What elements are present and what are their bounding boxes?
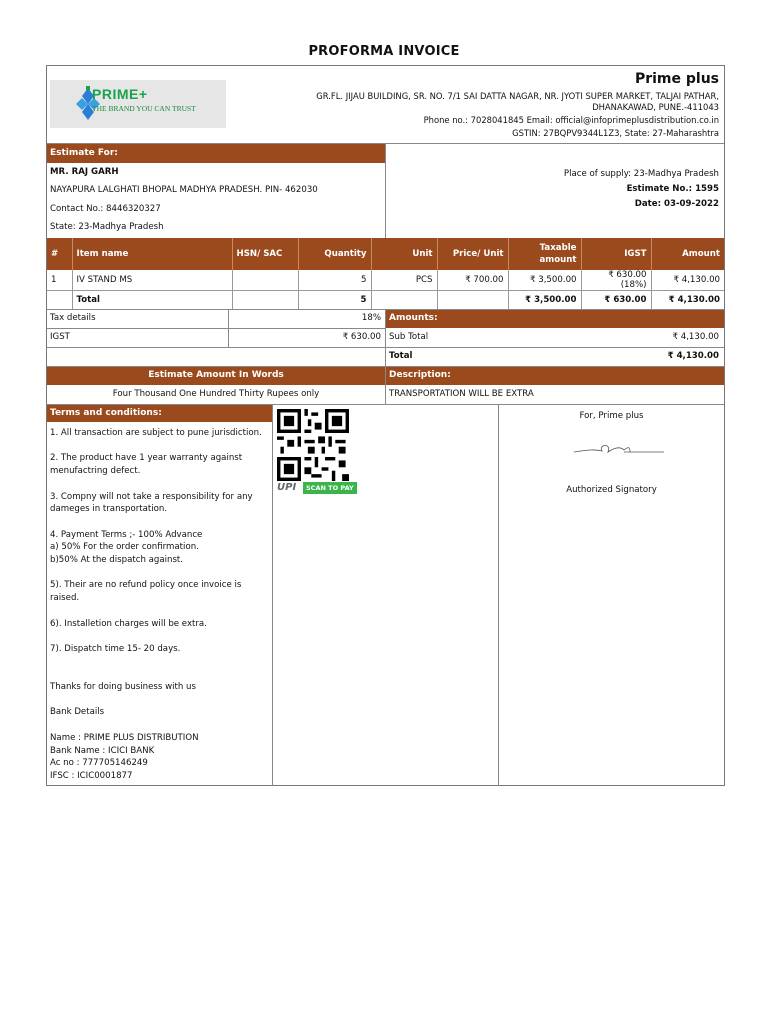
company-gstin: GSTIN: 27BQPV9344L1Z3, State: 27-Maharashtra xyxy=(512,128,719,138)
logo-text: PRIME+ xyxy=(92,86,148,102)
terms-text: 1. All transaction are subject to pune jurisdiction. 2. The product have 1 year warranty against menufactring defect. 3. Compny will not take a responsibility for any dameges in transportation. 4. Payment Terms ;- 100% Advance a) 50% For the order confirmation. b)50% At the dispatch against. 5). Their are no refund policy once invoice is raised. 6). Installetion charges will be extra. 7). Dispatch time 15- 20 days. Thanks for doing business with us Bank Details Name : PRIME PLUS DISTRIBUTION Bank Name : ICICI BANK Ac no : 777705146249 IFSC : ICIC0001877 xyxy=(50,428,262,781)
item-amount: ₹ 4,130.00 xyxy=(651,270,724,291)
customer-address: NAYAPURA LALGHATI BHOPAL MADHYA PRADESH. PIN- 462030 xyxy=(50,185,318,195)
upi-logo: UPI xyxy=(277,482,297,493)
col-quantity: Quantity xyxy=(298,238,371,270)
total-cell-unit xyxy=(371,291,437,310)
logo-tagline: THE BRAND YOU CAN TRUST xyxy=(92,104,196,113)
col-item-name: Item name xyxy=(72,238,232,270)
col-price-unit: Price/ Unit xyxy=(437,238,508,270)
company-address-line-1: GR.FL. JIJAU BUILDING, SR. NO. 7/1 SAI DATTA NAGAR, NR. JYOTI SUPER MARKET, TALJAI PATHAR, xyxy=(316,91,719,101)
description-value: TRANSPORTATION WILL BE EXTRA xyxy=(389,389,534,399)
invoice-frame xyxy=(46,65,725,786)
signature-icon xyxy=(572,440,668,458)
item-price: ₹ 700.00 xyxy=(437,270,508,291)
terms-heading: Terms and conditions: xyxy=(47,405,272,422)
col-number: # xyxy=(47,238,72,270)
col-amount: Amount xyxy=(651,238,724,270)
col-taxable-amount: Taxable amount xyxy=(508,238,581,270)
customer-state: State: 23-Madhya Pradesh xyxy=(50,222,164,232)
tax-rate: 18% xyxy=(361,313,381,323)
subtotal-value: ₹ 4,130.00 xyxy=(672,332,719,342)
col-igst: IGST xyxy=(581,238,651,270)
igst-value: ₹ 630.00 xyxy=(342,332,381,342)
item-taxable: ₹ 3,500.00 xyxy=(508,270,581,291)
total-value-summary: ₹ 4,130.00 xyxy=(667,351,719,361)
scan-to-pay-badge: SCAN TO PAY xyxy=(303,482,357,494)
igst-label: IGST xyxy=(50,332,70,342)
total-cell-price xyxy=(437,291,508,310)
company-contact: Phone no.: 7028041845 Email: official@infoprimeplusdistribution.co.in xyxy=(423,115,719,125)
item-igst: ₹ 630.00 (18%) xyxy=(581,270,651,291)
total-row xyxy=(47,291,724,310)
description-heading: Description: xyxy=(386,367,724,385)
customer-contact: Contact No.: 8446320327 xyxy=(50,204,161,214)
col-unit: Unit xyxy=(371,238,437,270)
item-quantity: 5 xyxy=(298,270,371,291)
tax-details-label: Tax details xyxy=(50,313,96,323)
company-logo xyxy=(50,80,226,128)
document-title: PROFORMA INVOICE xyxy=(308,44,460,59)
total-igst: ₹ 630.00 xyxy=(581,291,651,310)
item-unit: PCS xyxy=(371,270,437,291)
company-address-line-2: DHANAKAWAD, PUNE.-411043 xyxy=(592,101,719,112)
item-hsn xyxy=(232,270,298,291)
company-name: Prime plus xyxy=(634,71,719,87)
amounts-heading: Amounts: xyxy=(386,310,724,328)
total-quantity: 5 xyxy=(298,291,371,310)
estimate-for-heading: Estimate For: xyxy=(47,144,385,163)
col-hsn-sac: HSN/ SAC xyxy=(232,238,298,270)
items-header-row xyxy=(47,238,724,270)
total-taxable: ₹ 3,500.00 xyxy=(508,291,581,310)
item-number: 1 xyxy=(47,270,72,291)
total-cell-hsn xyxy=(232,291,298,310)
customer-name: MR. RAJ GARH xyxy=(50,167,119,177)
amount-in-words-heading: Estimate Amount In Words xyxy=(47,367,385,385)
amount-in-words: Four Thousand One Hundred Thirty Rupees only xyxy=(112,389,320,399)
for-company-label: For, Prime plus xyxy=(579,411,644,421)
total-label-summary: Total xyxy=(389,351,413,361)
total-label: Total xyxy=(72,291,232,310)
subtotal-label: Sub Total xyxy=(389,332,429,342)
total-cell-number xyxy=(47,291,72,310)
total-amount: ₹ 4,130.00 xyxy=(651,291,724,310)
upi-qr-code xyxy=(277,409,349,481)
company-address xyxy=(299,91,719,112)
items-table xyxy=(47,238,724,310)
estimate-number: Estimate No.: 1595 xyxy=(626,184,719,194)
authorized-signatory-label: Authorized Signatory xyxy=(566,485,657,495)
item-name: IV STAND MS xyxy=(72,270,232,291)
estimate-date: Date: 03-09-2022 xyxy=(634,199,719,209)
place-of-supply: Place of supply: 23-Madhya Pradesh xyxy=(563,169,719,179)
table-row xyxy=(47,270,724,291)
